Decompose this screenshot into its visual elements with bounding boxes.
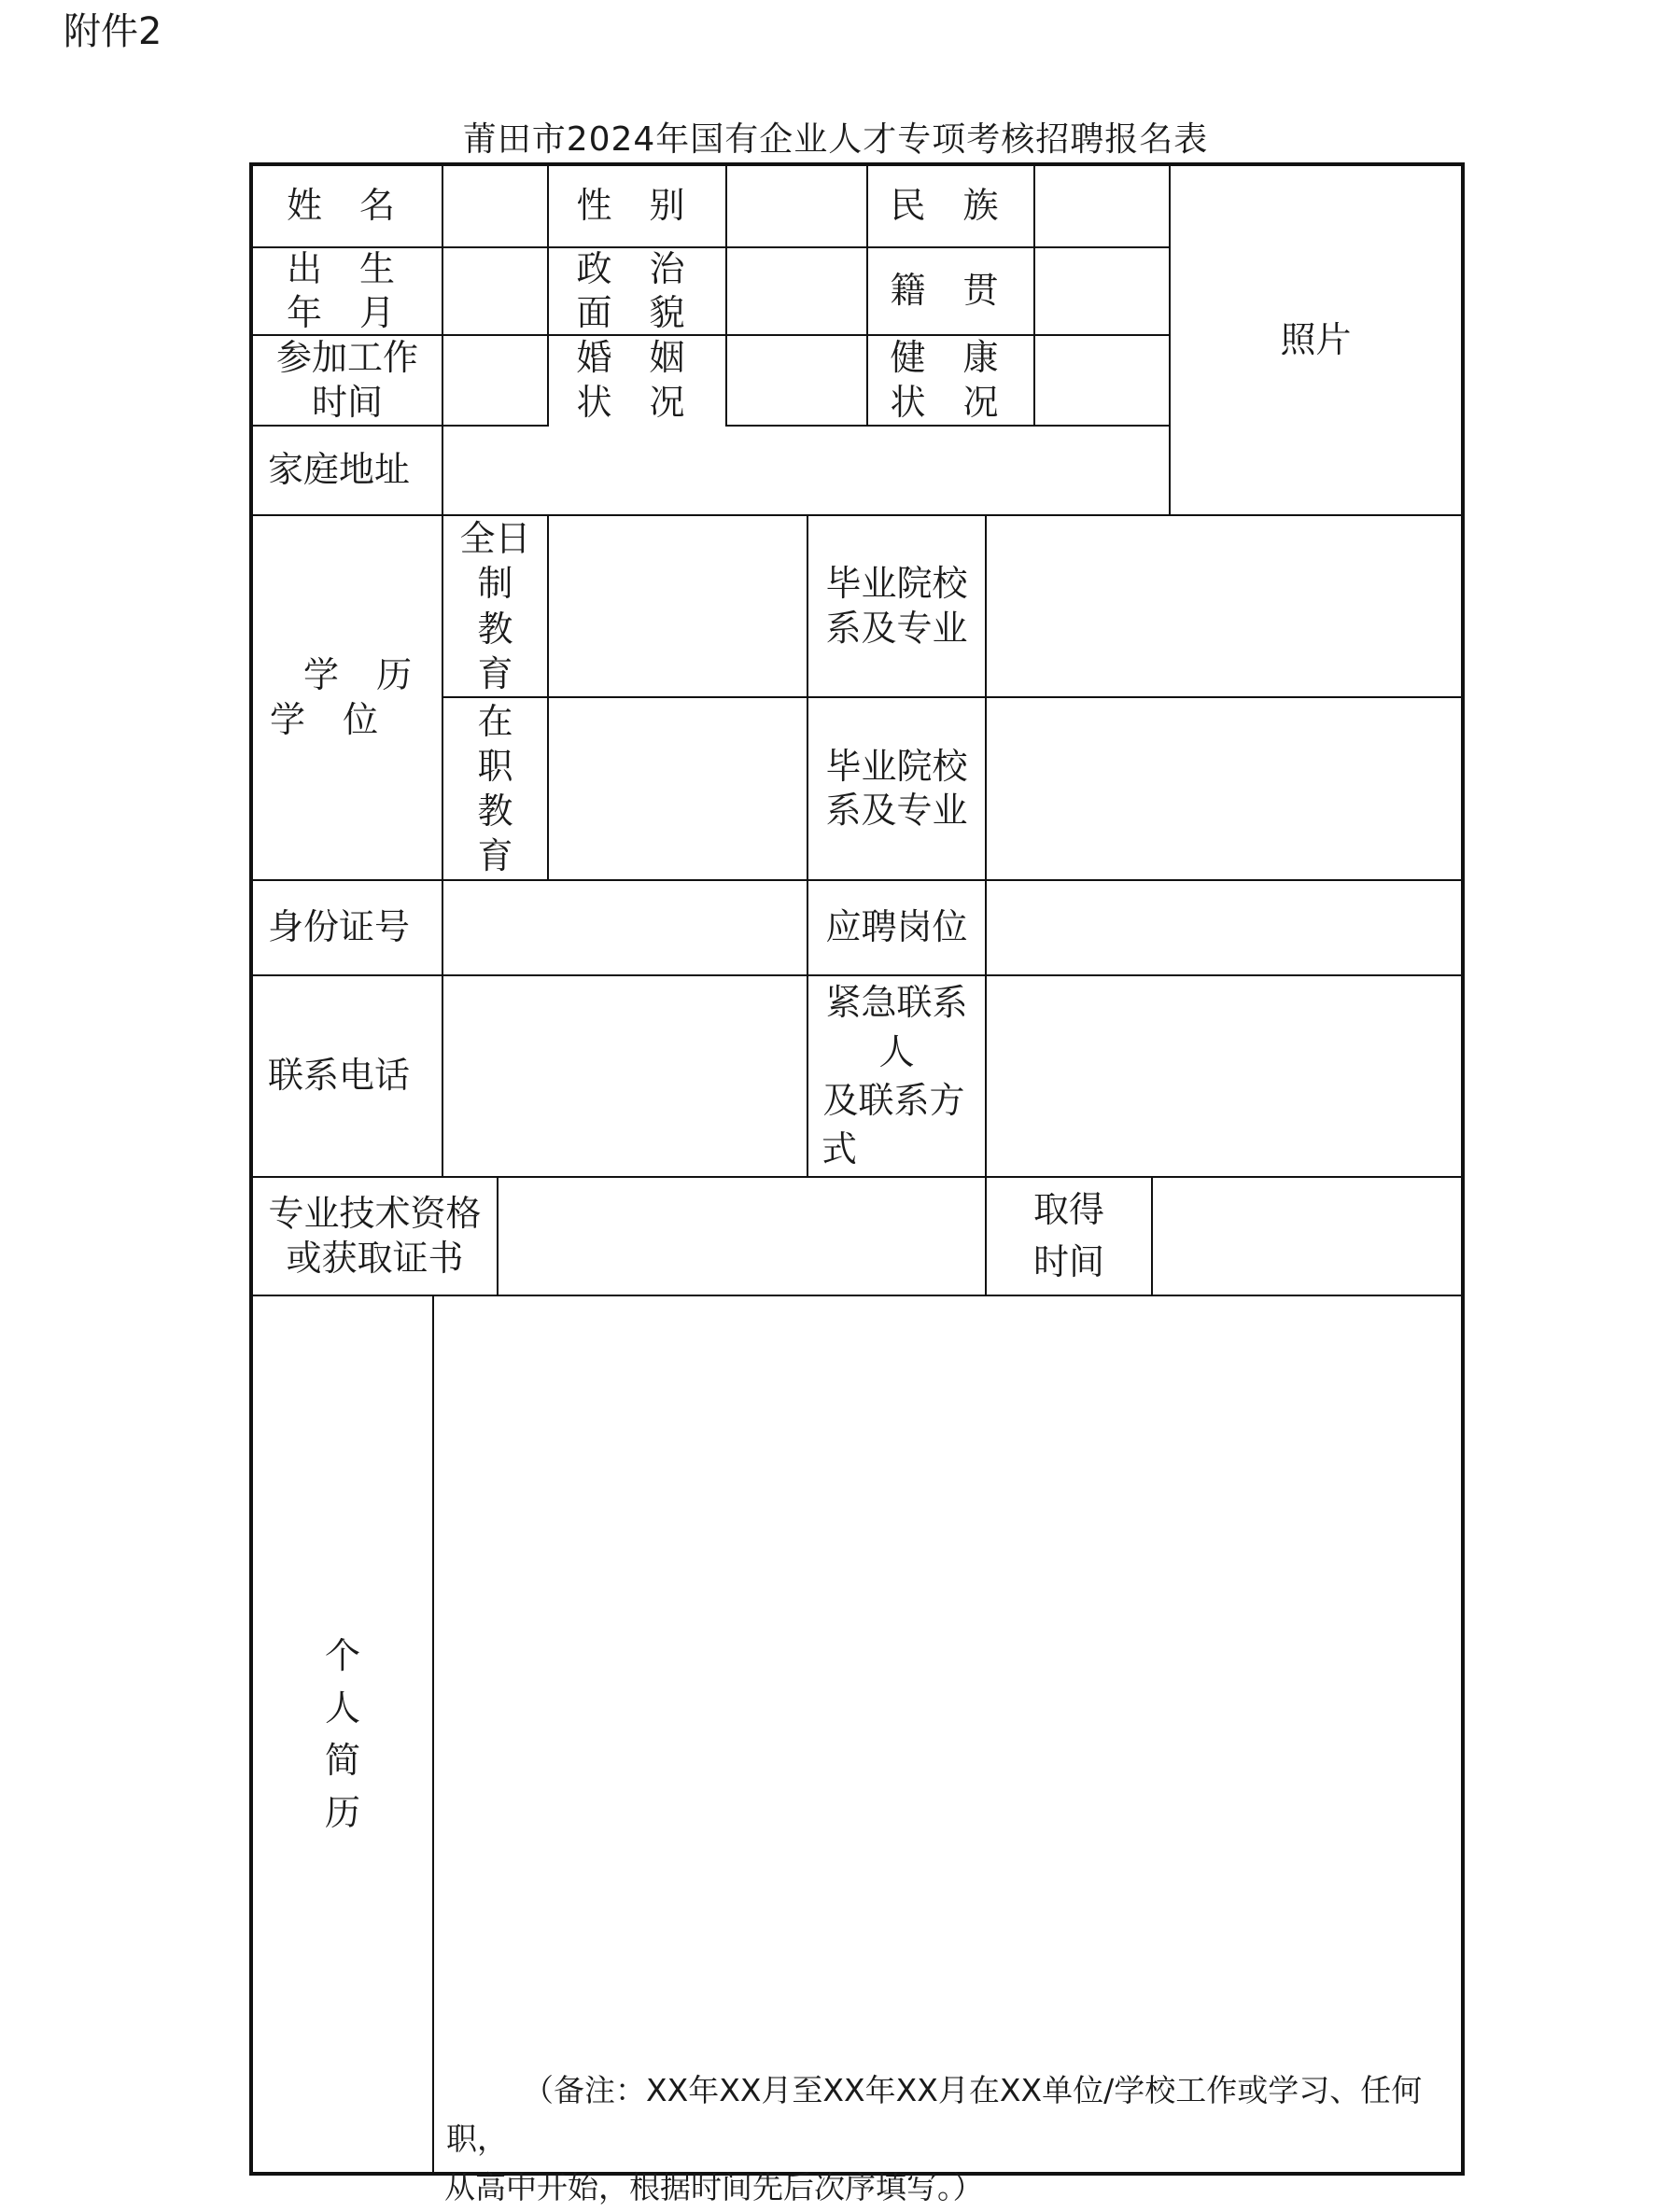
political-status-label: 政 治 面 貌 <box>576 247 698 333</box>
marital-status-field[interactable] <box>727 336 866 425</box>
political-status-field[interactable] <box>727 248 866 334</box>
address-field[interactable] <box>443 427 1169 514</box>
work-start-label: 参加工作 时间 <box>275 337 418 423</box>
phone-label: 联系电话 <box>268 1055 411 1097</box>
position-label: 应聘岗位 <box>825 906 968 948</box>
native-place-field[interactable] <box>1035 248 1169 334</box>
form-title: 莆田市2024年国有企业人才专项考核招聘报名表 <box>462 120 1209 159</box>
name-label: 姓 名 <box>286 185 409 227</box>
ethnicity-field[interactable] <box>1035 166 1169 246</box>
position-field[interactable] <box>987 881 1461 974</box>
phone-field[interactable] <box>443 976 807 1176</box>
ethnicity-label: 民 族 <box>890 185 1012 227</box>
gender-field[interactable] <box>727 166 866 246</box>
resume-field[interactable] <box>434 1296 1461 2052</box>
id-number-label: 身份证号 <box>268 906 411 948</box>
photo-box[interactable]: 照片 <box>1280 318 1352 360</box>
work-start-field[interactable] <box>443 336 547 425</box>
emergency-contact-field[interactable] <box>987 976 1461 1176</box>
birth-date-field[interactable] <box>443 248 547 334</box>
emergency-contact-label: 紧急联系 人 及联系方 式 <box>821 982 968 1170</box>
fulltime-school-major-label: 毕业院校 系及专业 <box>825 563 968 649</box>
fulltime-education-field[interactable] <box>549 516 807 696</box>
birth-date-label: 出 生 年 月 <box>286 247 409 333</box>
fulltime-school-major-field[interactable] <box>987 516 1461 696</box>
education-degree-label: 学 历 学 位 <box>270 654 426 740</box>
attachment-label: 附件2 <box>63 10 162 53</box>
native-place-label: 籍 贯 <box>890 270 1012 312</box>
resume-note: （备注：XX年XX月至XX年XX月在XX单位/学校工作或学习、任何职， 从高中开始，根据时间先后次序填写。） <box>444 2072 1423 2205</box>
name-field[interactable] <box>443 166 547 246</box>
inservice-education-label: 在 职 教 育 <box>477 700 513 877</box>
address-label: 家庭地址 <box>268 449 411 491</box>
id-number-field[interactable] <box>443 881 807 974</box>
health-status-field[interactable] <box>1035 336 1169 425</box>
inservice-school-major-field[interactable] <box>987 698 1461 879</box>
qualification-label: 专业技术资格 或获取证书 <box>268 1193 482 1279</box>
inservice-education-field[interactable] <box>549 698 807 879</box>
obtained-time-field[interactable] <box>1153 1178 1461 1295</box>
qualification-field[interactable] <box>498 1178 985 1295</box>
fulltime-education-label: 全日 制 教 育 <box>459 518 531 694</box>
gender-label: 性 别 <box>576 185 698 227</box>
marital-status-label: 婚 姻 状 况 <box>576 337 698 423</box>
resume-label: 个 人 简 历 <box>324 1634 360 1834</box>
health-status-label: 健 康 状 况 <box>890 337 1012 423</box>
obtained-time-label: 取得 时间 <box>1032 1189 1104 1282</box>
inservice-school-major-label: 毕业院校 系及专业 <box>825 745 968 831</box>
